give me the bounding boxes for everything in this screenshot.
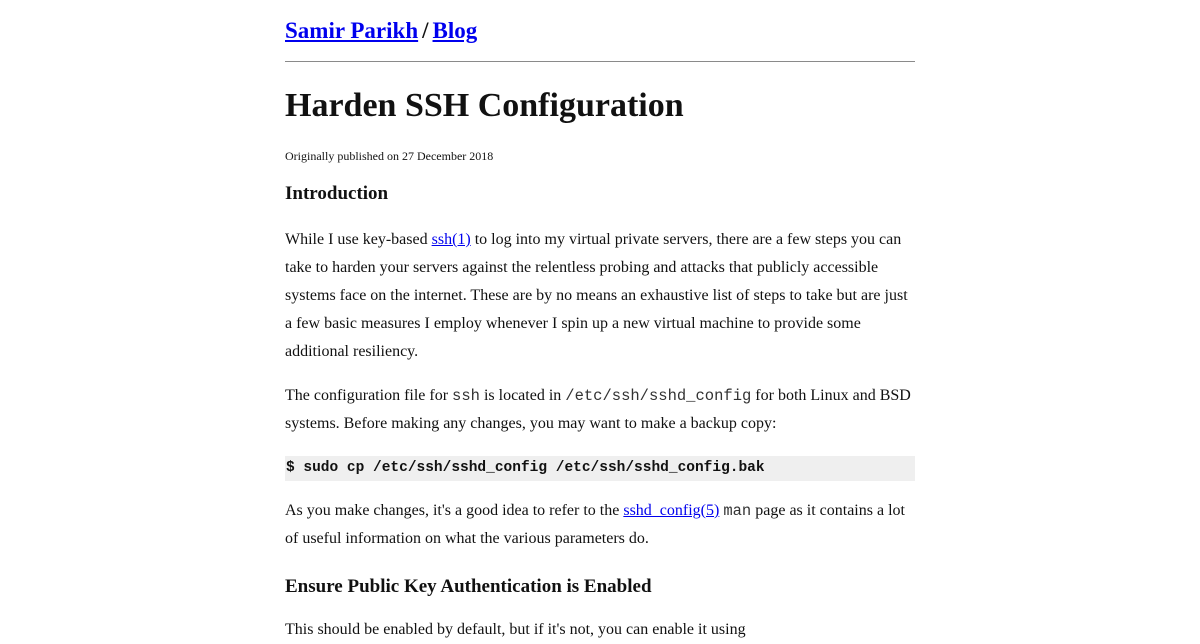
- intro-paragraph-1: [285, 226, 915, 366]
- p1-text-end: to log into my virtual private servers, there are a few steps you can take to harden your servers against the relentless probing and attacks that publicly accessible systems face on the internet. These are by no means an exhaustive list of steps to take but are just a few basic measures I employ whenever I spin up a new virtual machine to provide some additional resiliency.: [285, 231, 908, 360]
- backup-command-text: $ sudo cp /etc/ssh/sshd_config /etc/ssh/sshd_config.bak: [286, 460, 765, 476]
- p2-text-1: The configuration file for: [285, 387, 453, 404]
- pubkey-auth-paragraph: This should be enabled by default, but if it's not, you can enable it using: [285, 621, 746, 638]
- p3-text-1: As you make changes, it's a good idea to refer to the: [285, 502, 624, 519]
- inline-code-ssh: ssh: [452, 387, 480, 405]
- blog-link[interactable]: Blog: [432, 18, 478, 43]
- inline-code-config-path: /etc/ssh/sshd_config: [565, 387, 752, 405]
- intro-paragraph-3: [285, 497, 915, 553]
- backup-command-codeblock: [285, 456, 915, 481]
- header-divider: [285, 61, 915, 62]
- ssh-man-link[interactable]: ssh(1): [431, 231, 471, 248]
- author-home-link[interactable]: Samir Parikh: [285, 18, 419, 43]
- p3-text-3: page as it contains a lot of useful information on what the various parameters do.: [285, 502, 905, 547]
- breadcrumb-separator: /: [422, 18, 429, 43]
- site-header: [285, 15, 477, 47]
- post-title: Harden SSH Configuration: [285, 87, 684, 124]
- sshd-config-man-link[interactable]: sshd_config(5): [623, 502, 720, 519]
- p2-text-3: for both Linux and BSD systems. Before making any changes, you may want to make a backup copy:: [285, 387, 911, 432]
- p2-text-2: is located in: [479, 387, 566, 404]
- intro-heading: Introduction: [285, 183, 389, 204]
- intro-paragraph-2: [285, 382, 915, 438]
- inline-code-man: man: [723, 502, 752, 520]
- p1-text-start: While I use key-based: [285, 231, 432, 248]
- pubkey-auth-heading: Ensure Public Key Authentication is Enabled: [285, 576, 652, 597]
- publish-date: Originally published on 27 December 2018: [285, 149, 494, 163]
